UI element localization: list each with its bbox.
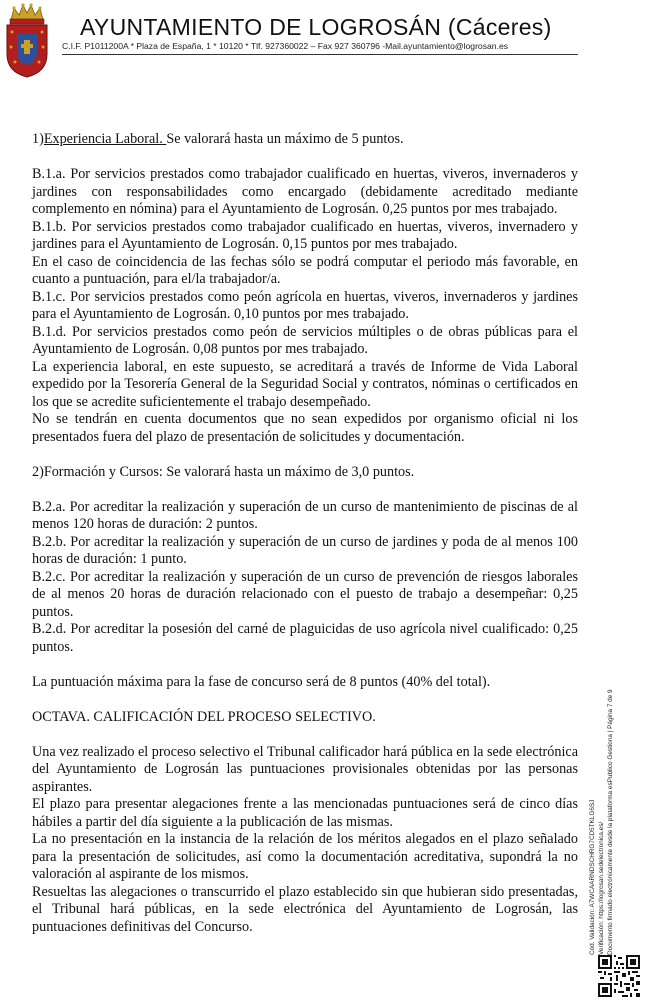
contact-info: C.I.F. P1011200A * Plaza de España, 1 * 10120 * Tlf. 927360022 – Fax 927 360796 -Mail.ayuntamiento@logrosan.es [62,41,509,51]
header-divider [62,54,578,55]
paragraph-octava-3: La no presentación en la instancia de la relación de los méritos alegados en el plazo señalado para la presentación de solicitudes, así como la documentación acreditativa, supondrá la no valoración al aspirante de los mismos. [32,831,578,882]
coat-of-arms-icon [4,2,50,78]
document-body [32,131,578,936]
section-2-heading: 2)Formación y Cursos: Se valorará hasta un máximo de 3,0 puntos. [32,463,415,480]
validation-sidebar [588,689,615,955]
verification-url: Verificación: https://logrosan.sedelectronica.es/ [598,821,605,955]
paragraph-coincidence: En el caso de coincidencia de las fechas sólo se podrá computar el periodo más favorable, en cuanto a puntuación, para el/la trabajador/a. [32,253,578,287]
section-octava-heading: OCTAVA. CALIFICACIÓN DEL PROCESO SELECTIVO. [32,708,376,725]
paragraph-b1c: B.1.c. Por servicios prestados como peón agrícola en huertas, viveros, invernaderos y jardines para el Ayuntamiento de Logrosán. 0,10 puntos por mes trabajado. [32,288,578,322]
paragraph-b2a: B.2.a. Por acreditar la realización y superación de un curso de mantenimiento de piscinas de al menos 120 horas de duración: 2 puntos. [32,498,578,532]
paragraph-b2b: B.2.b. Por acreditar la realización y superación de un curso de jardines y poda de al menos 100 horas de duración: 1 punto. [32,533,578,567]
paragraph-octava-4: Resueltas las alegaciones o transcurrido el plazo establecido sin que hubieran sido presentadas, el Tribunal hará públicas, en la sede electrónica del Ayuntamiento de Logrosán, las puntuaciones definitivas del Concurso. [32,883,578,935]
validation-code: Cód. Validación: A7WCAARNDSCHRG7CD5TKLG6SJ [589,799,596,955]
paragraph-max-score: La puntuación máxima para la fase de concurso será de 8 puntos (40% del total). [32,673,491,690]
page-title: AYUNTAMIENTO DE LOGROSÁN (Cáceres) [80,14,552,40]
paragraph-b1b: B.1.b. Por servicios prestados como trabajador cualificado en huertas, viveros, invernadero y jardines para el Ayuntamiento de Logrosán. 0,15 puntos por mes trabajado. [32,218,578,252]
signature-note: Documento firmado electrónicamente desde la plataforma esPublico Gestiona | Página 7 de 9 [607,689,614,955]
section-1-label: Experiencia Laboral. [43,131,167,147]
paragraph-accreditation: La experiencia laboral, en este supuesto, se acreditará a través de Informe de Vida Laboral expedido por la Tesorería General de la Seguridad Social y contratos, nóminas o certificados en los que se acredite suficientemente el trabajo desempeñado. [32,358,578,410]
qr-code-icon [598,955,640,997]
paragraph-exclusion: No se tendrán en cuenta documentos que no sean expedidos por organismo oficial ni los presentados fuera del plazo de presentación de solicitudes y documentación. [32,411,578,445]
paragraph-b2c: B.2.c. Por acreditar la realización y superación de un curso de prevención de riesgos laborales de al menos 20 horas de duración relacionado con el puesto de trabajo a desempeñar: 0,25 puntos. [32,568,578,620]
paragraph-b1d: B.1.d. Por servicios prestados como peón de servicios múltiples o de obras públicas para el Ayuntamiento de Logrosán. 0,08 puntos por mes trabajado. [32,323,578,357]
paragraph-b1a: B.1.a. Por servicios prestados como trabajador cualificado en huertas, viveros, invernaderos y jardines con responsabilidades como encargado (debidamente acreditado mediante complemento en nómina) para el Ayuntamiento de Logrosán. 0,25 puntos por mes trabajado. [32,166,578,217]
letterhead [0,0,645,80]
paragraph-octava-2: El plazo para presentar alegaciones frente a las mencionadas puntuaciones será de cinco días hábiles a partir del día siguiente a la publicación de las mismas. [32,796,578,830]
section-1-heading: 1)Experiencia Laboral. Se valorará hasta un máximo de 5 puntos. [32,131,404,147]
paragraph-octava-1: Una vez realizado el proceso selectivo el Tribunal calificador hará pública en la sede electrónica del Ayuntamiento de Logrosán las puntuaciones provisionales obtenidas por las personas aspirantes. [32,743,578,795]
paragraph-b2d: B.2.d. Por acreditar la posesión del carné de plaguicidas de uso agrícola nivel cualificado: 0,25 puntos. [32,621,578,655]
